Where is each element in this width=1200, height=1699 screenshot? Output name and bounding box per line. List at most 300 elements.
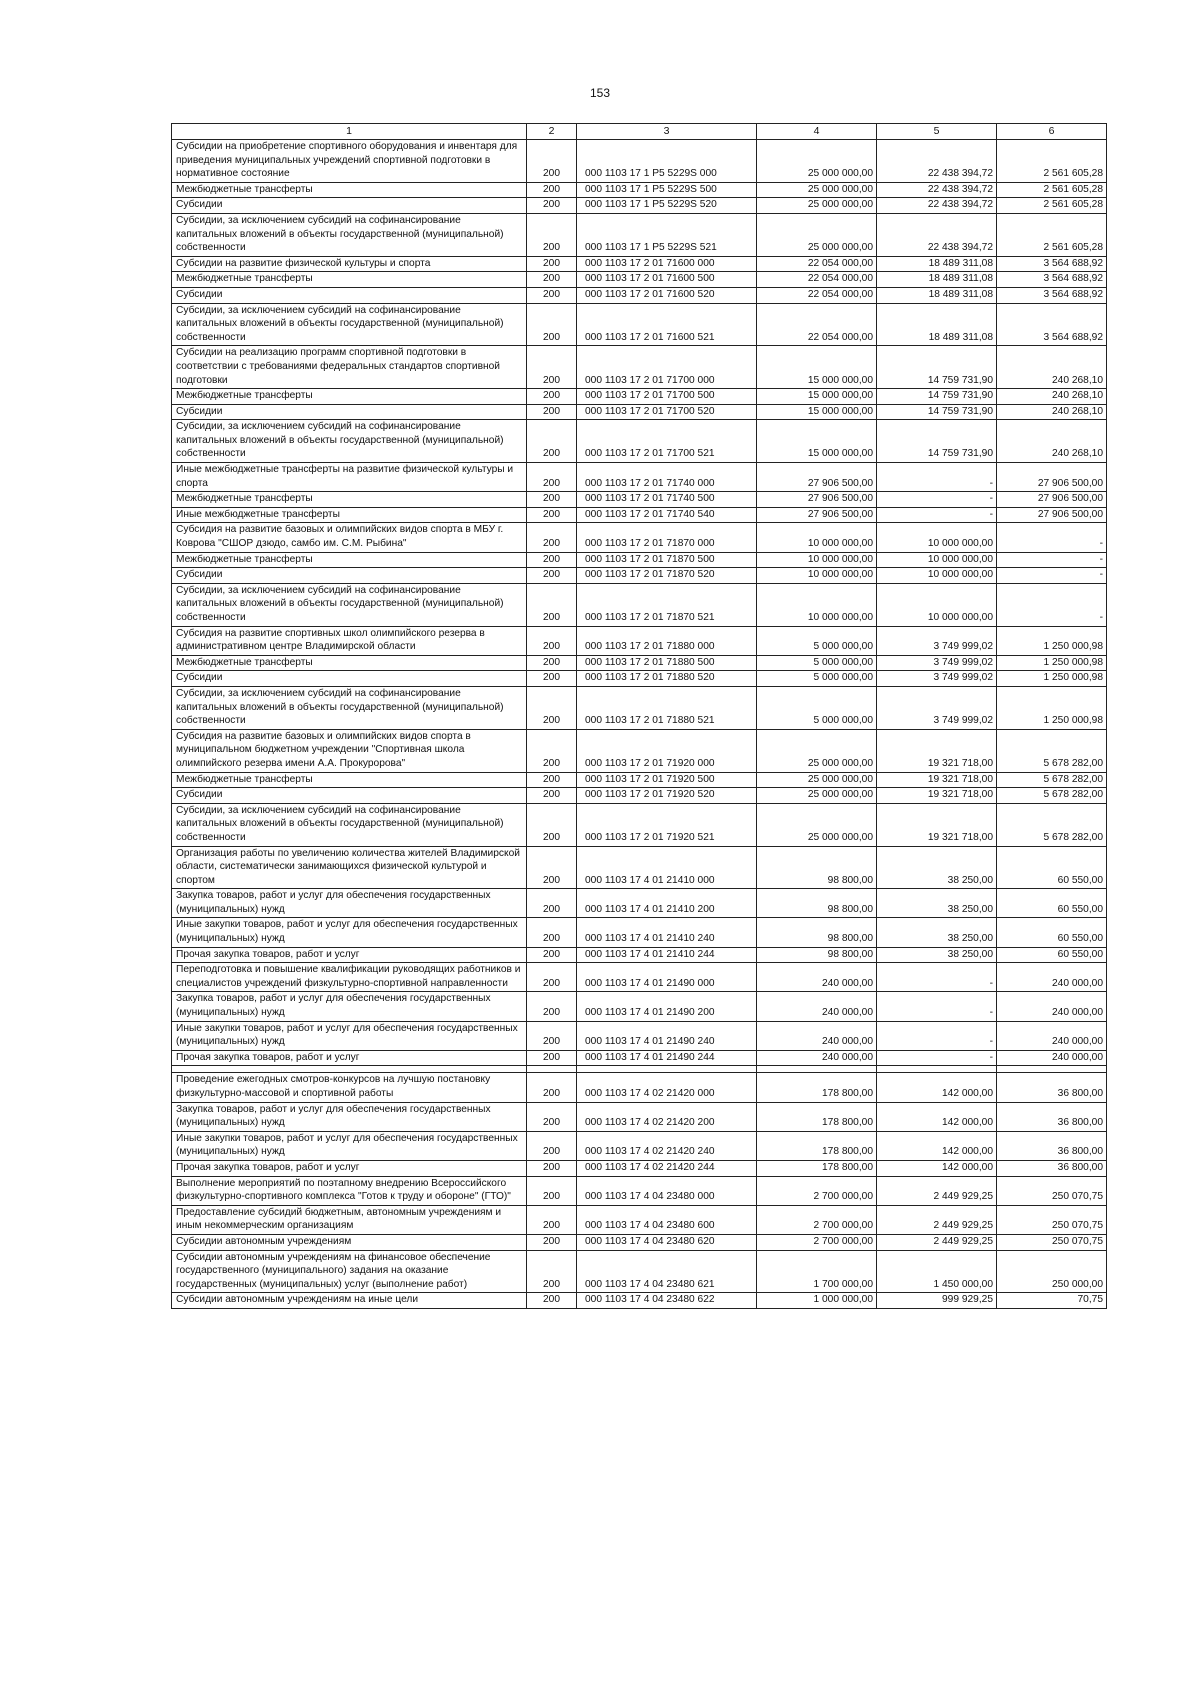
row-kind-code: 200: [527, 889, 577, 918]
row-kind-code: 200: [527, 1176, 577, 1205]
row-executed-amount: 22 438 394,72: [877, 213, 997, 256]
budget-table: [171, 123, 1107, 1309]
row-executed-amount: -: [877, 1050, 997, 1066]
row-unexecuted-amount: 2 561 605,28: [997, 182, 1107, 198]
row-name: Прочая закупка товаров, работ и услуг: [172, 1050, 527, 1066]
row-unexecuted-amount: 5 678 282,00: [997, 772, 1107, 788]
row-name: Субсидии на реализацию программ спортивной подготовки в соответствии с требованиями федеральных стандартов спортивной подготовки: [172, 346, 527, 389]
row-classification-code: 000 1103 17 2 01 71700 500: [577, 389, 757, 405]
row-name: Межбюджетные трансферты: [172, 655, 527, 671]
row-name: Субсидия на развитие базовых и олимпийских видов спорта в МБУ г. Коврова "СШОР дзюдо, самбо им. С.М. Рыбина": [172, 523, 527, 552]
table-row: [172, 1234, 1107, 1250]
row-approved-amount: 25 000 000,00: [757, 140, 877, 183]
row-executed-amount: 14 759 731,90: [877, 389, 997, 405]
row-approved-amount: 2 700 000,00: [757, 1234, 877, 1250]
table-row: [172, 947, 1107, 963]
row-executed-amount: 22 438 394,72: [877, 182, 997, 198]
table-row: [172, 671, 1107, 687]
table-row: [172, 846, 1107, 889]
row-name: Субсидии, за исключением субсидий на софинансирование капитальных вложений в объекты государственной (муниципальной) собственности: [172, 420, 527, 463]
row-approved-amount: 10 000 000,00: [757, 552, 877, 568]
row-unexecuted-amount: 70,75: [997, 1293, 1107, 1309]
row-classification-code: 000 1103 17 4 01 21410 000: [577, 846, 757, 889]
table-row: [172, 463, 1107, 492]
row-kind-code: 200: [527, 420, 577, 463]
row-kind-code: 200: [527, 1234, 577, 1250]
row-name: Субсидии автономным учреждениям на финансовое обеспечение государственного (муниципального) задания на оказание государственных (муниципальных) услуг (выполнение работ): [172, 1250, 527, 1293]
row-unexecuted-amount: 2 561 605,28: [997, 198, 1107, 214]
table-row: [172, 287, 1107, 303]
row-executed-amount: 22 438 394,72: [877, 140, 997, 183]
row-name: Межбюджетные трансферты: [172, 389, 527, 405]
row-name: Межбюджетные трансферты: [172, 492, 527, 508]
row-name: Иные закупки товаров, работ и услуг для обеспечения государственных (муниципальных) нужд: [172, 918, 527, 947]
table-row: [172, 552, 1107, 568]
row-approved-amount: 5 000 000,00: [757, 655, 877, 671]
row-executed-amount: 18 489 311,08: [877, 303, 997, 346]
table-row: [172, 686, 1107, 729]
table-row: [172, 272, 1107, 288]
table-row: [172, 1102, 1107, 1131]
row-kind-code: 200: [527, 947, 577, 963]
row-unexecuted-amount: 60 550,00: [997, 846, 1107, 889]
row-classification-code: 000 1103 17 1 P5 5229S 520: [577, 198, 757, 214]
row-name: Прочая закупка товаров, работ и услуг: [172, 947, 527, 963]
row-approved-amount: 15 000 000,00: [757, 389, 877, 405]
row-unexecuted-amount: 1 250 000,98: [997, 626, 1107, 655]
row-classification-code: 000 1103 17 2 01 71870 520: [577, 568, 757, 584]
row-classification-code: 000 1103 17 2 01 71880 000: [577, 626, 757, 655]
row-name: Субсидии, за исключением субсидий на софинансирование капитальных вложений в объекты государственной (муниципальной) собственности: [172, 803, 527, 846]
row-approved-amount: 25 000 000,00: [757, 803, 877, 846]
header-row: [172, 124, 1107, 140]
row-unexecuted-amount: 36 800,00: [997, 1160, 1107, 1176]
row-unexecuted-amount: 3 564 688,92: [997, 256, 1107, 272]
row-approved-amount: 22 054 000,00: [757, 256, 877, 272]
table-row: [172, 963, 1107, 992]
row-executed-amount: 10 000 000,00: [877, 583, 997, 626]
spacer-cell: [757, 1066, 877, 1073]
row-executed-amount: 18 489 311,08: [877, 287, 997, 303]
row-unexecuted-amount: 240 268,10: [997, 404, 1107, 420]
table-row: [172, 1250, 1107, 1293]
row-classification-code: 000 1103 17 2 01 71740 500: [577, 492, 757, 508]
row-kind-code: 200: [527, 492, 577, 508]
row-classification-code: 000 1103 17 2 01 71600 500: [577, 272, 757, 288]
row-classification-code: 000 1103 17 2 01 71920 521: [577, 803, 757, 846]
row-executed-amount: 38 250,00: [877, 947, 997, 963]
row-kind-code: 200: [527, 803, 577, 846]
row-executed-amount: 19 321 718,00: [877, 788, 997, 804]
row-executed-amount: -: [877, 507, 997, 523]
row-approved-amount: 25 000 000,00: [757, 213, 877, 256]
page-number: 153: [589, 86, 611, 100]
table-row: [172, 346, 1107, 389]
row-name: Субсидии автономным учреждениям на иные цели: [172, 1293, 527, 1309]
row-executed-amount: 142 000,00: [877, 1160, 997, 1176]
row-unexecuted-amount: 60 550,00: [997, 889, 1107, 918]
row-classification-code: 000 1103 17 2 01 71880 520: [577, 671, 757, 687]
row-classification-code: 000 1103 17 4 02 21420 200: [577, 1102, 757, 1131]
row-approved-amount: 22 054 000,00: [757, 303, 877, 346]
table-row: [172, 788, 1107, 804]
row-executed-amount: 38 250,00: [877, 918, 997, 947]
row-kind-code: 200: [527, 1102, 577, 1131]
row-name: Субсидии: [172, 287, 527, 303]
row-unexecuted-amount: 5 678 282,00: [997, 729, 1107, 772]
row-approved-amount: 5 000 000,00: [757, 626, 877, 655]
row-name: Проведение ежегодных смотров-конкурсов на лучшую постановку физкультурно-массовой и спортивной работы: [172, 1073, 527, 1102]
row-name: Субсидия на развитие базовых и олимпийских видов спорта в муниципальном бюджетном учреждении "Спортивная школа олимпийского резерва имени А.А. Прокуророва": [172, 729, 527, 772]
column-header: 6: [997, 124, 1107, 140]
row-approved-amount: 5 000 000,00: [757, 686, 877, 729]
row-unexecuted-amount: 5 678 282,00: [997, 788, 1107, 804]
row-kind-code: 200: [527, 568, 577, 584]
row-name: Закупка товаров, работ и услуг для обеспечения государственных (муниципальных) нужд: [172, 1102, 527, 1131]
table-row: [172, 803, 1107, 846]
row-executed-amount: 19 321 718,00: [877, 729, 997, 772]
row-name: Субсидия на развитие спортивных школ олимпийского резерва в административном центре Владимирской области: [172, 626, 527, 655]
row-unexecuted-amount: 5 678 282,00: [997, 803, 1107, 846]
spacer-cell: [577, 1066, 757, 1073]
row-classification-code: 000 1103 17 1 P5 5229S 500: [577, 182, 757, 198]
row-executed-amount: 18 489 311,08: [877, 272, 997, 288]
row-executed-amount: -: [877, 463, 997, 492]
row-name: Субсидии автономным учреждениям: [172, 1234, 527, 1250]
row-unexecuted-amount: 240 268,10: [997, 346, 1107, 389]
row-name: Межбюджетные трансферты: [172, 552, 527, 568]
row-kind-code: 200: [527, 140, 577, 183]
row-executed-amount: 10 000 000,00: [877, 523, 997, 552]
row-approved-amount: 15 000 000,00: [757, 420, 877, 463]
row-classification-code: 000 1103 17 4 04 23480 000: [577, 1176, 757, 1205]
row-executed-amount: 10 000 000,00: [877, 552, 997, 568]
row-unexecuted-amount: 250 070,75: [997, 1234, 1107, 1250]
row-classification-code: 000 1103 17 2 01 71740 000: [577, 463, 757, 492]
row-approved-amount: 1 700 000,00: [757, 1250, 877, 1293]
row-classification-code: 000 1103 17 2 01 71880 500: [577, 655, 757, 671]
row-unexecuted-amount: 27 906 500,00: [997, 507, 1107, 523]
row-classification-code: 000 1103 17 4 02 21420 244: [577, 1160, 757, 1176]
row-classification-code: 000 1103 17 2 01 71740 540: [577, 507, 757, 523]
row-kind-code: 200: [527, 256, 577, 272]
row-classification-code: 000 1103 17 4 01 21410 200: [577, 889, 757, 918]
table-row: [172, 655, 1107, 671]
row-executed-amount: 3 749 999,02: [877, 626, 997, 655]
column-header: 1: [172, 124, 527, 140]
row-classification-code: 000 1103 17 2 01 71600 000: [577, 256, 757, 272]
row-classification-code: 000 1103 17 4 01 21490 000: [577, 963, 757, 992]
row-executed-amount: 18 489 311,08: [877, 256, 997, 272]
row-approved-amount: 240 000,00: [757, 992, 877, 1021]
row-classification-code: 000 1103 17 2 01 71920 520: [577, 788, 757, 804]
row-classification-code: 000 1103 17 4 04 23480 620: [577, 1234, 757, 1250]
row-unexecuted-amount: 1 250 000,98: [997, 686, 1107, 729]
table-row: [172, 1050, 1107, 1066]
row-unexecuted-amount: 2 561 605,28: [997, 213, 1107, 256]
table-row: [172, 626, 1107, 655]
row-kind-code: 200: [527, 1021, 577, 1050]
row-classification-code: 000 1103 17 2 01 71870 000: [577, 523, 757, 552]
spacer-cell: [527, 1066, 577, 1073]
row-kind-code: 200: [527, 346, 577, 389]
row-kind-code: 200: [527, 846, 577, 889]
row-unexecuted-amount: 250 070,75: [997, 1205, 1107, 1234]
row-classification-code: 000 1103 17 2 01 71870 500: [577, 552, 757, 568]
row-name: Межбюджетные трансферты: [172, 272, 527, 288]
row-executed-amount: -: [877, 492, 997, 508]
row-unexecuted-amount: 1 250 000,98: [997, 671, 1107, 687]
row-executed-amount: 38 250,00: [877, 889, 997, 918]
row-kind-code: 200: [527, 729, 577, 772]
row-classification-code: 000 1103 17 4 01 21410 244: [577, 947, 757, 963]
row-executed-amount: 38 250,00: [877, 846, 997, 889]
table-row: [172, 523, 1107, 552]
column-header: 4: [757, 124, 877, 140]
row-unexecuted-amount: 36 800,00: [997, 1073, 1107, 1102]
row-classification-code: 000 1103 17 4 01 21410 240: [577, 918, 757, 947]
row-kind-code: 200: [527, 272, 577, 288]
row-classification-code: 000 1103 17 2 01 71920 000: [577, 729, 757, 772]
row-approved-amount: 240 000,00: [757, 963, 877, 992]
row-unexecuted-amount: 240 268,10: [997, 420, 1107, 463]
table-row: [172, 918, 1107, 947]
row-classification-code: 000 1103 17 2 01 71700 521: [577, 420, 757, 463]
row-kind-code: 200: [527, 1205, 577, 1234]
row-kind-code: 200: [527, 198, 577, 214]
row-kind-code: 200: [527, 655, 577, 671]
row-unexecuted-amount: 27 906 500,00: [997, 492, 1107, 508]
row-approved-amount: 27 906 500,00: [757, 492, 877, 508]
row-unexecuted-amount: -: [997, 552, 1107, 568]
row-classification-code: 000 1103 17 4 01 21490 240: [577, 1021, 757, 1050]
table-row: [172, 404, 1107, 420]
table-row: [172, 1293, 1107, 1309]
table-body: [172, 140, 1107, 1309]
table-row: [172, 140, 1107, 183]
row-kind-code: 200: [527, 686, 577, 729]
row-classification-code: 000 1103 17 4 04 23480 600: [577, 1205, 757, 1234]
row-kind-code: 200: [527, 1073, 577, 1102]
row-kind-code: 200: [527, 918, 577, 947]
row-classification-code: 000 1103 17 1 P5 5229S 000: [577, 140, 757, 183]
row-classification-code: 000 1103 17 2 01 71880 521: [577, 686, 757, 729]
row-classification-code: 000 1103 17 2 01 71600 521: [577, 303, 757, 346]
row-name: Иные закупки товаров, работ и услуг для обеспечения государственных (муниципальных) нужд: [172, 1131, 527, 1160]
table-row: [172, 583, 1107, 626]
row-kind-code: 200: [527, 287, 577, 303]
row-approved-amount: 25 000 000,00: [757, 772, 877, 788]
row-classification-code: 000 1103 17 2 01 71600 520: [577, 287, 757, 303]
row-executed-amount: 10 000 000,00: [877, 568, 997, 584]
row-name: Субсидии: [172, 568, 527, 584]
row-name: Межбюджетные трансферты: [172, 772, 527, 788]
table-row: [172, 198, 1107, 214]
table-row: [172, 213, 1107, 256]
row-kind-code: 200: [527, 213, 577, 256]
row-executed-amount: 2 449 929,25: [877, 1176, 997, 1205]
row-executed-amount: -: [877, 1021, 997, 1050]
row-executed-amount: -: [877, 963, 997, 992]
spacer-cell: [997, 1066, 1107, 1073]
row-name: Субсидии, за исключением субсидий на софинансирование капитальных вложений в объекты государственной (муниципальной) собственности: [172, 303, 527, 346]
row-executed-amount: -: [877, 992, 997, 1021]
row-name: Иные межбюджетные трансферты: [172, 507, 527, 523]
row-approved-amount: 25 000 000,00: [757, 182, 877, 198]
row-classification-code: 000 1103 17 1 P5 5229S 521: [577, 213, 757, 256]
row-approved-amount: 178 800,00: [757, 1073, 877, 1102]
row-kind-code: 200: [527, 671, 577, 687]
row-executed-amount: 22 438 394,72: [877, 198, 997, 214]
row-executed-amount: 142 000,00: [877, 1131, 997, 1160]
table-row: [172, 507, 1107, 523]
row-unexecuted-amount: 2 561 605,28: [997, 140, 1107, 183]
table-row: [172, 256, 1107, 272]
table-row: [172, 1021, 1107, 1050]
row-kind-code: 200: [527, 303, 577, 346]
table-row: [172, 182, 1107, 198]
row-approved-amount: 10 000 000,00: [757, 568, 877, 584]
row-approved-amount: 1 000 000,00: [757, 1293, 877, 1309]
row-executed-amount: 3 749 999,02: [877, 671, 997, 687]
row-unexecuted-amount: 3 564 688,92: [997, 287, 1107, 303]
row-unexecuted-amount: 240 000,00: [997, 963, 1107, 992]
row-unexecuted-amount: -: [997, 523, 1107, 552]
row-unexecuted-amount: 36 800,00: [997, 1102, 1107, 1131]
table-row: [172, 729, 1107, 772]
row-approved-amount: 25 000 000,00: [757, 198, 877, 214]
row-kind-code: 200: [527, 552, 577, 568]
row-name: Субсидии, за исключением субсидий на софинансирование капитальных вложений в объекты государственной (муниципальной) собственности: [172, 213, 527, 256]
row-executed-amount: 142 000,00: [877, 1073, 997, 1102]
row-unexecuted-amount: 60 550,00: [997, 947, 1107, 963]
row-executed-amount: 2 449 929,25: [877, 1234, 997, 1250]
row-executed-amount: 19 321 718,00: [877, 803, 997, 846]
row-approved-amount: 15 000 000,00: [757, 404, 877, 420]
row-approved-amount: 5 000 000,00: [757, 671, 877, 687]
row-executed-amount: 14 759 731,90: [877, 420, 997, 463]
row-executed-amount: 2 449 929,25: [877, 1205, 997, 1234]
row-approved-amount: 22 054 000,00: [757, 272, 877, 288]
row-classification-code: 000 1103 17 4 01 21490 244: [577, 1050, 757, 1066]
row-classification-code: 000 1103 17 2 01 71700 000: [577, 346, 757, 389]
row-executed-amount: 999 929,25: [877, 1293, 997, 1309]
row-name: Субсидии, за исключением субсидий на софинансирование капитальных вложений в объекты государственной (муниципальной) собственности: [172, 686, 527, 729]
row-kind-code: 200: [527, 1160, 577, 1176]
table-row: [172, 389, 1107, 405]
row-approved-amount: 240 000,00: [757, 1050, 877, 1066]
row-name: Организация работы по увеличению количества жителей Владимирской области, систематически занимающихся физической культурой и спортом: [172, 846, 527, 889]
row-approved-amount: 98 800,00: [757, 846, 877, 889]
row-name: Предоставление субсидий бюджетным, автономным учреждениям и иным некоммерческим организациям: [172, 1205, 527, 1234]
row-name: Закупка товаров, работ и услуг для обеспечения государственных (муниципальных) нужд: [172, 889, 527, 918]
row-kind-code: 200: [527, 1250, 577, 1293]
row-unexecuted-amount: 3 564 688,92: [997, 272, 1107, 288]
row-name: Выполнение мероприятий по поэтапному внедрению Всероссийского физкультурно-спортивного комплекса "Готов к труду и обороне" (ГТО)": [172, 1176, 527, 1205]
spacer-cell: [877, 1066, 997, 1073]
row-name: Закупка товаров, работ и услуг для обеспечения государственных (муниципальных) нужд: [172, 992, 527, 1021]
row-name: Иные межбюджетные трансферты на развитие физической культуры и спорта: [172, 463, 527, 492]
row-approved-amount: 2 700 000,00: [757, 1205, 877, 1234]
row-unexecuted-amount: -: [997, 568, 1107, 584]
row-unexecuted-amount: 27 906 500,00: [997, 463, 1107, 492]
row-name: Переподготовка и повышение квалификации руководящих работников и специалистов учреждений физкультурно-спортивной направленности: [172, 963, 527, 992]
row-classification-code: 000 1103 17 2 01 71870 521: [577, 583, 757, 626]
row-name: Иные закупки товаров, работ и услуг для обеспечения государственных (муниципальных) нужд: [172, 1021, 527, 1050]
row-unexecuted-amount: -: [997, 583, 1107, 626]
row-unexecuted-amount: 240 000,00: [997, 1050, 1107, 1066]
row-kind-code: 200: [527, 992, 577, 1021]
table-row: [172, 772, 1107, 788]
row-executed-amount: 142 000,00: [877, 1102, 997, 1131]
row-name: Межбюджетные трансферты: [172, 182, 527, 198]
row-unexecuted-amount: 240 268,10: [997, 389, 1107, 405]
row-kind-code: 200: [527, 1050, 577, 1066]
row-unexecuted-amount: 3 564 688,92: [997, 303, 1107, 346]
row-approved-amount: 25 000 000,00: [757, 788, 877, 804]
row-classification-code: 000 1103 17 4 01 21490 200: [577, 992, 757, 1021]
row-name: Прочая закупка товаров, работ и услуг: [172, 1160, 527, 1176]
row-classification-code: 000 1103 17 4 02 21420 000: [577, 1073, 757, 1102]
table-row: [172, 1176, 1107, 1205]
row-approved-amount: 98 800,00: [757, 918, 877, 947]
row-kind-code: 200: [527, 626, 577, 655]
row-kind-code: 200: [527, 583, 577, 626]
table-spacer-row: [172, 1066, 1107, 1073]
row-approved-amount: 10 000 000,00: [757, 583, 877, 626]
row-name: Субсидии на развитие физической культуры и спорта: [172, 256, 527, 272]
row-approved-amount: 98 800,00: [757, 947, 877, 963]
table-row: [172, 303, 1107, 346]
row-unexecuted-amount: 250 000,00: [997, 1250, 1107, 1293]
row-kind-code: 200: [527, 182, 577, 198]
row-classification-code: 000 1103 17 2 01 71700 520: [577, 404, 757, 420]
table-row: [172, 492, 1107, 508]
row-approved-amount: 27 906 500,00: [757, 507, 877, 523]
row-kind-code: 200: [527, 788, 577, 804]
table-row: [172, 420, 1107, 463]
spacer-cell: [172, 1066, 527, 1073]
row-approved-amount: 10 000 000,00: [757, 523, 877, 552]
row-executed-amount: 1 450 000,00: [877, 1250, 997, 1293]
table-row: [172, 1131, 1107, 1160]
table-row: [172, 889, 1107, 918]
row-name: Субсидии: [172, 788, 527, 804]
table-row: [172, 992, 1107, 1021]
row-approved-amount: 25 000 000,00: [757, 729, 877, 772]
row-classification-code: 000 1103 17 4 04 23480 621: [577, 1250, 757, 1293]
row-executed-amount: 3 749 999,02: [877, 686, 997, 729]
column-header: 5: [877, 124, 997, 140]
row-unexecuted-amount: 60 550,00: [997, 918, 1107, 947]
row-classification-code: 000 1103 17 2 01 71920 500: [577, 772, 757, 788]
row-approved-amount: 98 800,00: [757, 889, 877, 918]
table-row: [172, 1073, 1107, 1102]
row-unexecuted-amount: 1 250 000,98: [997, 655, 1107, 671]
row-kind-code: 200: [527, 1131, 577, 1160]
row-approved-amount: 178 800,00: [757, 1160, 877, 1176]
row-kind-code: 200: [527, 772, 577, 788]
row-approved-amount: 27 906 500,00: [757, 463, 877, 492]
row-approved-amount: 178 800,00: [757, 1131, 877, 1160]
row-kind-code: 200: [527, 963, 577, 992]
column-header: 3: [577, 124, 757, 140]
row-executed-amount: 3 749 999,02: [877, 655, 997, 671]
row-unexecuted-amount: 250 070,75: [997, 1176, 1107, 1205]
row-name: Субсидии: [172, 198, 527, 214]
row-name: Субсидии, за исключением субсидий на софинансирование капитальных вложений в объекты государственной (муниципальной) собственности: [172, 583, 527, 626]
row-classification-code: 000 1103 17 4 04 23480 622: [577, 1293, 757, 1309]
